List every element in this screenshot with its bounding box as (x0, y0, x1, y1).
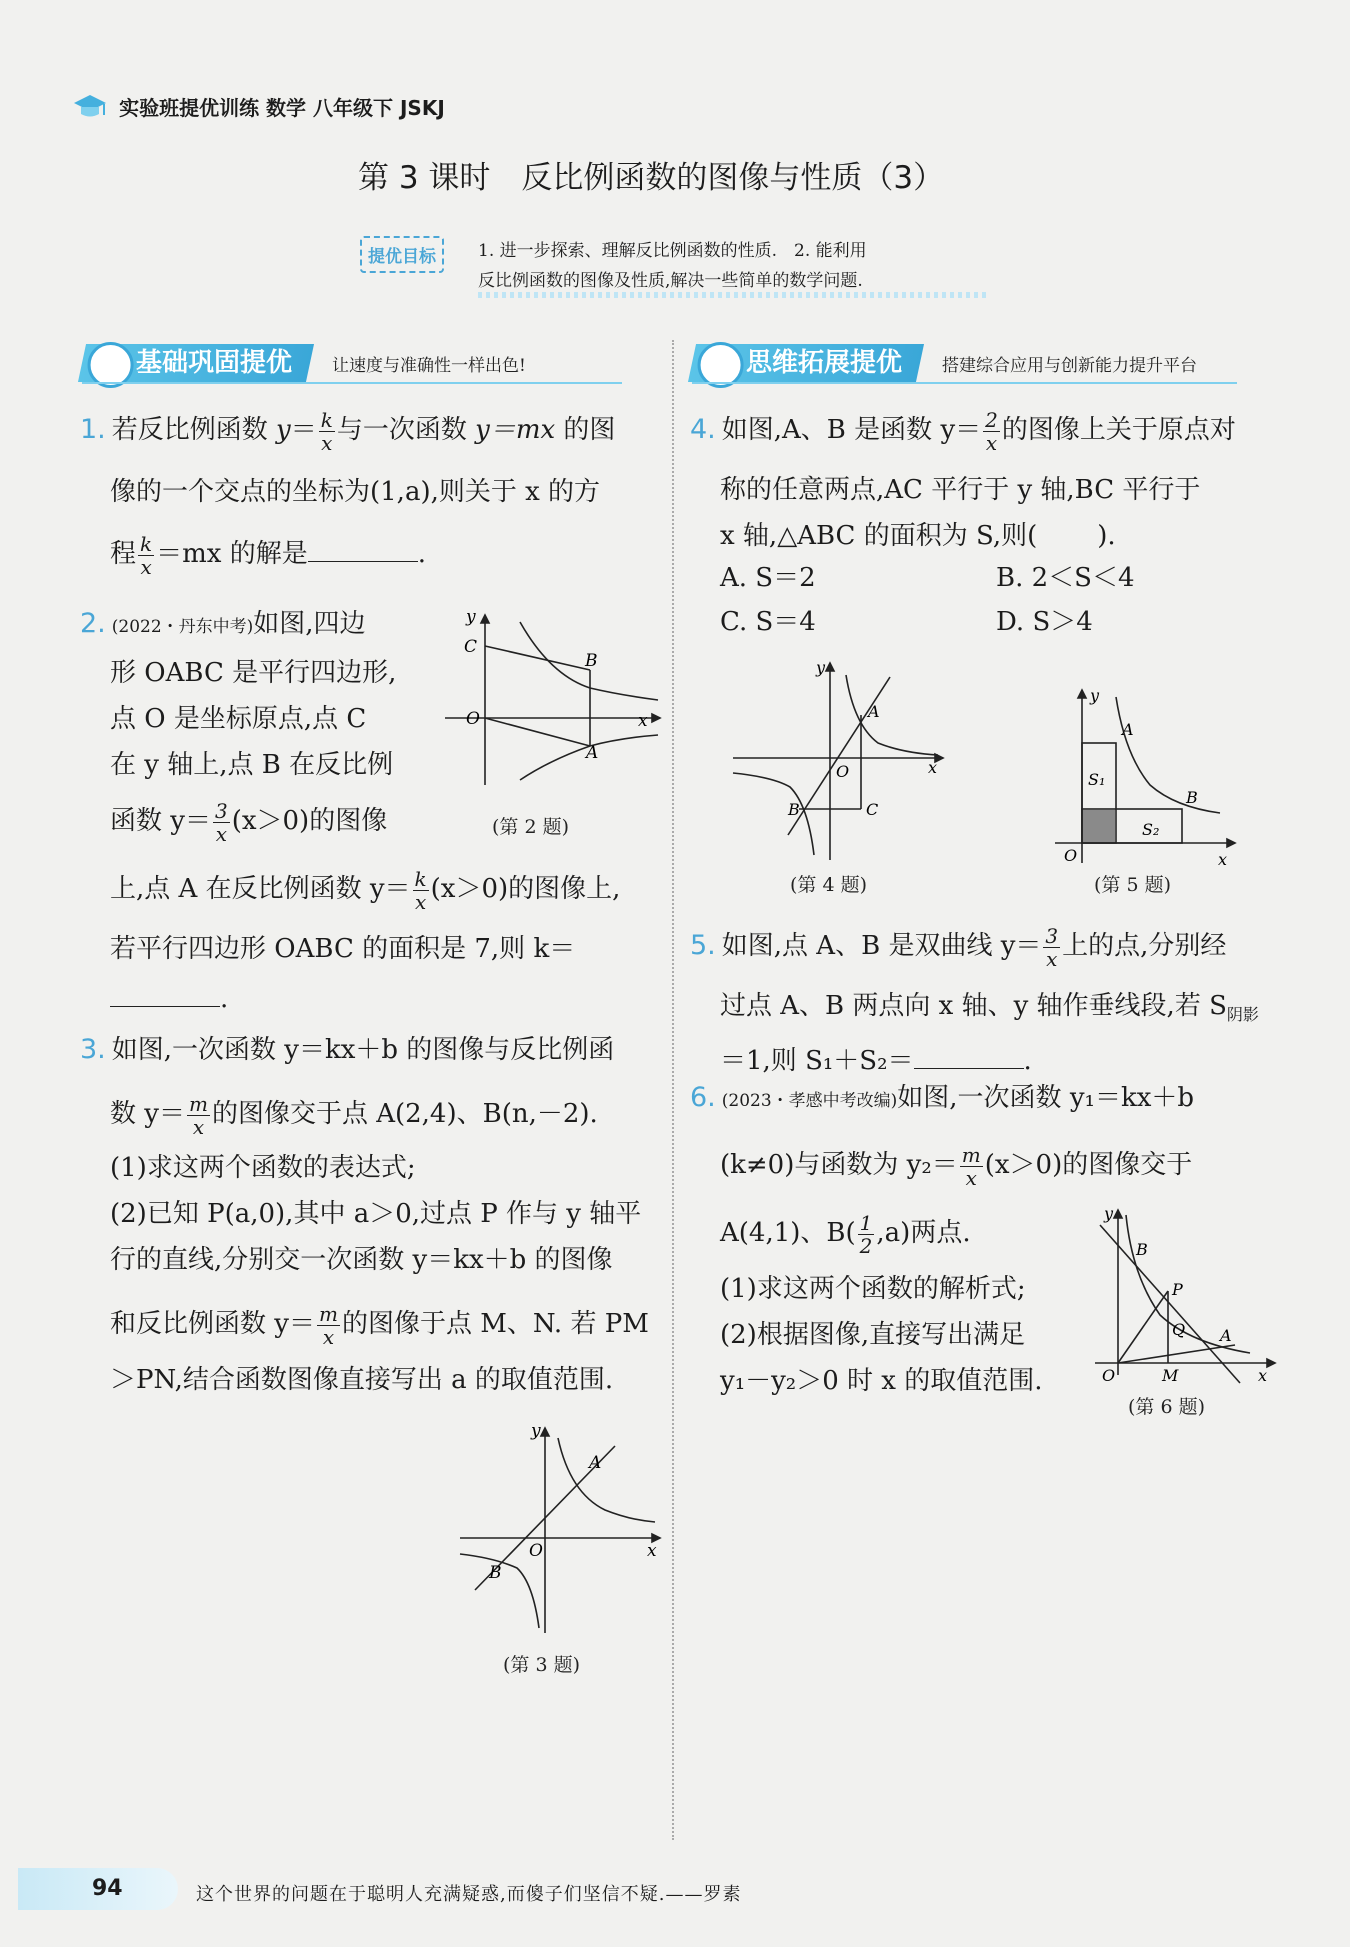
label-y: y (1104, 1205, 1114, 1223)
caption-fig-4: (第 4 题) (790, 874, 867, 896)
label-M: M (1162, 1366, 1179, 1385)
question-4: 4. 如图,A、B 是函数 y＝ $\frac{2}{x}$ 的图像上关于原点对 称的任意两点,AC 平行于 y 轴,BC 平行于 x 轴,△ABC 的面积为 S,则( ). A. S＝2 B. 2＜S＜4 C. S＝4 D. S＞4 (690, 400, 1236, 646)
goal-box (360, 230, 990, 298)
figure-5 (1050, 685, 1240, 870)
label-A: A (586, 743, 599, 763)
label-B: B (585, 651, 598, 671)
label-x: x (1218, 850, 1228, 869)
option-B[interactable]: B. 2＜S＜4 (996, 563, 1135, 593)
answer-blank[interactable] (110, 984, 220, 1007)
left-banner-subtitle: 让速度与准确性一样出色! (332, 355, 526, 376)
question-6: 6. (2023・孝感中考改编)如图,一次函数 y₁＝kx＋b (k≠0)与函数为 y₂＝ $\frac{m}{x}$ (x＞0)的图像交于 A(4,1)、B( $\frac{1}{2}$ ,a)两点. (1)求这两个函数的解析式; (2)根据图像,直接写出满足 y₁－y₂＞0 时 x 的取值范围. (690, 1082, 1194, 1396)
question-1-line-3: 程 $\frac{k}{x}$ ＝mx 的解是 . (110, 531, 426, 579)
left-banner (82, 342, 526, 384)
caption-fig-2: (第 2 题) (492, 816, 569, 838)
graduation-cap-icon (72, 93, 108, 121)
label-x: x (647, 1541, 657, 1561)
option-D[interactable]: D. S＞4 (996, 607, 1093, 637)
answer-blank[interactable] (914, 1046, 1024, 1069)
label-x: x (638, 711, 648, 731)
figure-4 (728, 655, 948, 865)
figure-2 (440, 600, 670, 790)
right-banner (692, 342, 1197, 384)
goal-line-1: 1. 进一步探索、理解反比例函数的性质. 2. 能利用 (478, 241, 867, 261)
label-y: y (816, 658, 826, 677)
option-C[interactable]: C. S＝4 (720, 607, 816, 637)
question-1: 1. 若反比例函数 y＝ $\frac{k}{x}$ 与一次函数 y＝mx 的图 (80, 407, 616, 455)
label-S1: S₁ (1088, 770, 1106, 789)
right-banner-subtitle: 搭建综合应用与创新能力提升平台 (942, 355, 1198, 376)
label-O: O (1102, 1366, 1116, 1385)
question-1-line-2: 像的一个交点的坐标为(1,a),则关于 x 的方 (110, 477, 601, 507)
answer-blank[interactable] (308, 539, 418, 562)
label-B: B (1136, 1240, 1148, 1259)
label-y: y (531, 1421, 541, 1441)
label-S2: S₂ (1142, 820, 1160, 839)
label-B: B (788, 800, 800, 819)
label-A: A (1122, 720, 1134, 739)
question-2: 2. (2022・丹东中考)如图,四边 形 OABC 是平行四边形, 点 O 是坐标原点,点 C 在 y 轴上,点 B 在反比例 函数 y＝ $\frac{3}{x}$ (x＞0)的图像 上,点 A 在反比例函数 y＝ $\frac{k}{x}$ (x＞0)的图像上, 若平行四边形 OABC 的面积是 7,则 k＝ . (80, 608, 621, 1014)
book-title: 实验班提优训练 数学 八年级下 JSKJ (119, 96, 445, 120)
label-O: O (836, 762, 850, 781)
goal-badge: 提优目标 (360, 236, 444, 273)
left-banner-title: 基础巩固提优 (136, 348, 293, 378)
label-y: y (466, 607, 476, 627)
caption-fig-3: (第 3 题) (503, 1654, 580, 1676)
figure-3 (455, 1418, 665, 1638)
right-banner-title: 思维拓展提优 (746, 348, 903, 378)
caption-fig-5: (第 5 题) (1094, 874, 1171, 896)
label-A: A (1220, 1326, 1232, 1345)
label-x: x (928, 758, 938, 777)
label-A: A (589, 1453, 602, 1473)
label-x: x (1258, 1366, 1268, 1385)
label-O: O (529, 1541, 543, 1561)
option-A[interactable]: A. S＝2 (720, 563, 816, 593)
page-number: 94 (92, 1876, 123, 1901)
question-3: 3. 如图,一次函数 y＝kx＋b 的图像与反比例函 数 y＝ $\frac{m}{x}$ 的图像交于点 A(2,4)、B(n,－2). (1)求这两个函数的表达式; (2)已知 P(a,0),其中 a＞0,过点 P 作与 y 轴平 行的直线,分别交一次函数 y＝kx＋b 的图像 和反比例函数 y＝ $\frac{m}{x}$ 的图像于点 M、N. 若 PM ＞PN,结合函数图像直接写出 a 的取值范围. (80, 1034, 649, 1395)
label-B: B (489, 1563, 502, 1583)
column-divider (672, 340, 674, 1840)
label-B: B (1186, 788, 1198, 807)
caption-fig-6: (第 6 题) (1128, 1396, 1205, 1418)
footer-quote: 这个世界的问题在于聪明人充满疑惑,而傻子们坚信不疑.——罗素 (196, 1884, 742, 1905)
label-A: A (868, 702, 880, 721)
label-C: C (464, 637, 478, 657)
label-Q: Q (1172, 1320, 1186, 1339)
question-5: 5. 如图,点 A、B 是双曲线 y＝ $\frac{3}{x}$ 上的点,分别经 过点 A、B 两点向 x 轴、y 轴作垂线段,若 $S_{阴影}$ ＝1,则 S₁＋S₂＝ . (690, 923, 1259, 1077)
goal-line-2: 反比例函数的图像及性质,解决一些简单的数学问题. (478, 271, 863, 291)
label-C: C (866, 800, 879, 819)
label-P: P (1172, 1280, 1183, 1299)
label-O: O (1064, 846, 1078, 865)
header (72, 92, 445, 121)
figure-6 (1090, 1205, 1280, 1385)
goal-underline (478, 292, 988, 298)
label-y: y (1090, 686, 1100, 705)
page-title: 第 3 课时 反比例函数的图像与性质（3） (358, 160, 945, 196)
label-O: O (466, 709, 480, 729)
